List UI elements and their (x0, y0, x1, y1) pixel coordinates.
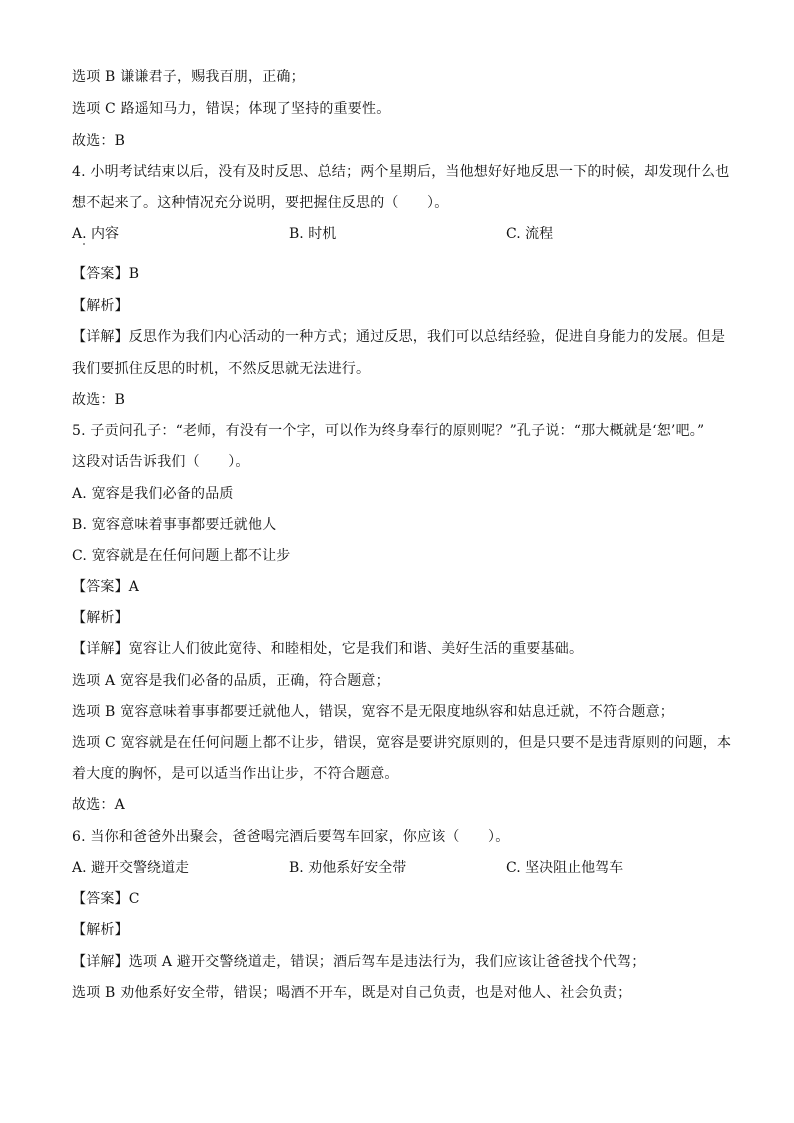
q5-answer: 【答案】A (72, 579, 140, 595)
q4-detail-line-2: 我们要抓住反思的时机，不然反思就无法进行。 (72, 361, 371, 377)
question-4-line-1: 4. 小明考试结束以后，没有及时反思、总结；两个星期后，当他想好好地反思一下的时候，却发现什么也 (72, 164, 730, 180)
q5-detail-line-2: 选项 A 宽容是我们必备的品质，正确，符合题意； (72, 673, 390, 689)
q5-detail-line-4: 选项 C 宽容就是在任何问题上都不让步，错误，宽容是要讲究原则的，但是只要不是违背原则的问题，本 (72, 735, 732, 751)
q5-option-c: C. 宽容就是在任何问题上都不让步 (72, 548, 291, 564)
q6-option-a: A. 避开交警绕道走 (72, 860, 190, 876)
question-5-line-1: 5. 子贡问孔子：“老师，有没有一个字，可以作为终身奉行的原则呢？”孔子说：“那大概就是‘恕’吧。” (72, 423, 705, 439)
q4-option-a: A. 内容 (72, 226, 120, 242)
q5-choice: 故选：A (72, 797, 125, 813)
stray-dot (83, 243, 85, 245)
q6-analysis: 【解析】 (72, 922, 129, 938)
q5-analysis: 【解析】 (72, 610, 129, 626)
q4-answer: 【答案】B (72, 266, 140, 282)
text-line-3: 故选：B (72, 133, 126, 149)
q5-detail-line-3: 选项 B 宽容意味着事事都要迁就他人，错误，宽容不是无限度地纵容和姑息迁就，不符合题意； (72, 704, 674, 720)
q4-analysis: 【解析】 (72, 298, 129, 314)
q4-option-b: B. 时机 (289, 226, 337, 242)
q5-option-a: A. 宽容是我们必备的品质 (72, 486, 234, 502)
q5-detail-line-5: 着大度的胸怀，是可以适当作出让步，不符合题意。 (72, 766, 399, 782)
text-line-1: 选项 B 谦谦君子，赐我百朋，正确； (72, 69, 305, 85)
question-5-line-2: 这段对话告诉我们（ ）。 (72, 454, 250, 470)
q6-answer: 【答案】C (72, 891, 140, 907)
question-6-line-1: 6. 当你和爸爸外出聚会，爸爸喝完酒后要驾车回家，你应该（ ）。 (72, 829, 510, 845)
q6-option-c: C. 坚决阻止他驾车 (506, 860, 624, 876)
q4-choice: 故选：B (72, 392, 126, 408)
text-line-2: 选项 C 路遥知马力，错误；体现了坚持的重要性。 (72, 101, 391, 117)
q5-detail-line-1: 【详解】宽容让人们彼此宽待、和睦相处，它是我们和谐、美好生活的重要基础。 (72, 641, 584, 657)
question-4-line-2: 想不起来了。这种情况充分说明，要把握住反思的（ ）。 (72, 195, 449, 211)
q6-option-b: B. 劝他系好安全带 (289, 860, 407, 876)
q6-detail-line-1: 【详解】选项 A 避开交警绕道走，错误；酒后驾车是违法行为，我们应该让爸爸找个代驾； (72, 954, 646, 970)
q4-option-c: C. 流程 (506, 226, 554, 242)
q4-detail-line-1: 【详解】反思作为我们内心活动的一种方式；通过反思，我们可以总结经验，促进自身能力的发展。但是 (72, 329, 726, 345)
q6-detail-line-2: 选项 B 劝他系好安全带，错误；喝酒不开车，既是对自己负责，也是对他人、社会负责； (72, 985, 632, 1001)
q5-option-b: B. 宽容意味着事事都要迁就他人 (72, 517, 277, 533)
